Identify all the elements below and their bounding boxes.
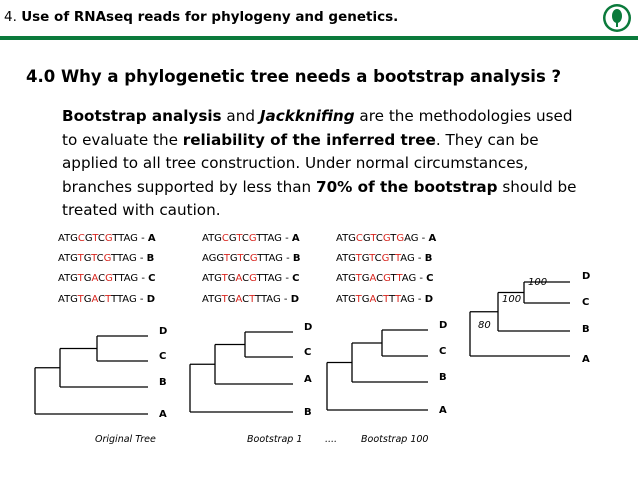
- sequence-segment: ATG: [58, 273, 78, 284]
- sequence-segment: ATG: [202, 233, 222, 244]
- sequence-segment: T: [355, 273, 362, 284]
- tree-leaf-label: B: [159, 377, 167, 388]
- sequence-segment: T: [390, 233, 397, 244]
- sequence-segment: T: [370, 233, 376, 244]
- consensus-leaf-label: C: [582, 297, 590, 308]
- sequence-taxon-label: A: [291, 233, 300, 244]
- sequence-segment: T: [394, 294, 401, 305]
- tree-leaf-label: A: [439, 405, 447, 416]
- caption-bootstrap-1: Bootstrap 1: [247, 434, 303, 445]
- sequence-segment: C: [221, 233, 229, 244]
- sequence-segment: T: [255, 294, 261, 305]
- sequence-segment: C: [96, 253, 104, 264]
- sequence-segment: T: [77, 273, 84, 284]
- sequence-segment: A: [235, 294, 243, 305]
- tree-leaf-label: B: [439, 372, 447, 383]
- sequence-taxon-label: A: [428, 233, 437, 244]
- sequence-segment: TAG -: [116, 294, 147, 305]
- sequence-segment: C: [241, 233, 249, 244]
- sequence-segment: T: [91, 253, 97, 264]
- sequence-segment: AG -: [404, 233, 429, 244]
- caption-original-tree: Original Tree: [95, 434, 156, 445]
- sequence-segment: G: [249, 273, 257, 284]
- para-text: are the methodologies used to evaluate the: [62, 107, 573, 149]
- tree-leaf-label: D: [439, 320, 448, 331]
- sequence-segment: G: [361, 253, 370, 264]
- sequence-segment: G: [104, 233, 113, 244]
- sequence-segment: G: [228, 233, 237, 244]
- sequence-segment: T: [92, 233, 98, 244]
- sequence-segment: TAG -: [118, 233, 148, 244]
- sequence-segment: TAG -: [263, 253, 293, 264]
- sequence-segment: T: [396, 273, 402, 284]
- para-text: should be treated with caution.: [62, 177, 577, 219]
- sequence-segment: T: [249, 294, 256, 305]
- sequence-segment: C: [98, 294, 106, 305]
- sequence-segment: T: [256, 233, 263, 244]
- sequence-segment: ATG: [58, 253, 78, 264]
- term-jackknifing: Jackknifing: [259, 107, 355, 125]
- sequence-segment: TAG -: [118, 273, 149, 284]
- sequence-segment: C: [374, 253, 382, 264]
- term-reliability: reliability of the inferred tree: [182, 130, 436, 149]
- sequence-segment: T: [394, 253, 401, 264]
- tree-leaf-label: A: [304, 374, 312, 385]
- sequence-segment: G: [362, 233, 371, 244]
- sequence-taxon-label: C: [292, 273, 300, 284]
- sequence-segment: G: [248, 233, 257, 244]
- sequence-segment: A: [91, 273, 99, 284]
- tree-leaf-label: A: [159, 409, 167, 420]
- sequence-segment: G: [227, 273, 236, 284]
- sequence-segment: G: [84, 233, 93, 244]
- tree-leaf-label: D: [159, 326, 168, 337]
- sequence-segment: A: [91, 294, 99, 305]
- bootstrap-support-value: 100: [502, 294, 522, 305]
- sequence-segment: G: [227, 294, 236, 305]
- sequence-segment: T: [77, 294, 84, 305]
- sequence-segment: AG -: [400, 294, 425, 305]
- sequence-segment: T: [383, 294, 390, 305]
- sequence-segment: ATG: [58, 233, 78, 244]
- sequence-segment: T: [256, 273, 263, 284]
- tree-leaf-label: C: [439, 346, 447, 357]
- sequence-segment: TAG -: [262, 273, 293, 284]
- sequence-taxon-label: D: [290, 294, 299, 305]
- sequence-taxon-label: A: [147, 233, 156, 244]
- sequence-segment: AGG: [202, 253, 224, 264]
- sequence-segment: T: [221, 273, 228, 284]
- sequence-segment: G: [105, 273, 113, 284]
- sequence-segment: T: [105, 294, 112, 305]
- sequence-segment: C: [376, 294, 384, 305]
- term-70-percent: 70% of the bootstrap: [316, 177, 498, 196]
- sequence-segment: G: [83, 273, 92, 284]
- para-text: and: [221, 107, 260, 125]
- consensus-leaf-label: A: [582, 354, 590, 365]
- sequence-segment: G: [361, 294, 370, 305]
- sequence-segment: A: [235, 273, 243, 284]
- sequence-segment: G: [229, 253, 238, 264]
- sequence-segment: T: [77, 253, 84, 264]
- sequence-segment: C: [98, 273, 106, 284]
- sequence-taxon-label: C: [148, 273, 156, 284]
- sequence-segment: T: [355, 294, 362, 305]
- sequence-segment: T: [369, 253, 375, 264]
- sequence-segment: G: [83, 253, 92, 264]
- sequence-segment: C: [376, 273, 384, 284]
- sequence-segment: C: [355, 233, 363, 244]
- sequence-segment: G: [83, 294, 92, 305]
- consensus-leaf-label: B: [582, 324, 590, 335]
- sequence-segment: T: [389, 253, 395, 264]
- term-bootstrap: Bootstrap analysis: [62, 107, 222, 125]
- sequence-segment: G: [381, 253, 390, 264]
- slide-title-text: Use of RNAseq reads for phylogeny and genetics.: [21, 9, 399, 25]
- tree-leaf-label: B: [304, 407, 312, 418]
- sequence-segment: T: [112, 233, 119, 244]
- sequence-segment: ATG: [336, 253, 356, 264]
- sequence-segment: G: [103, 253, 112, 264]
- consensus-leaf-label: D: [582, 271, 591, 282]
- section-heading: 4.0 Why a phylogenetic tree needs a bootstrap analysis ?: [26, 67, 562, 86]
- sequence-segment: T: [390, 273, 397, 284]
- tree-leaf-label: C: [304, 347, 312, 358]
- sequence-segment: C: [242, 294, 250, 305]
- sequence-segment: ATG: [336, 273, 356, 284]
- bootstrap-support-value: 100: [528, 277, 548, 288]
- bootstrap-support-value: 80: [478, 320, 491, 331]
- caption-bootstrap-100: Bootstrap 100: [361, 434, 429, 445]
- sequence-segment: TAG -: [260, 294, 291, 305]
- sequence-segment: TAG -: [262, 233, 292, 244]
- sequence-segment: T: [257, 253, 264, 264]
- sequence-segment: T: [112, 273, 119, 284]
- sequence-segment: G: [361, 273, 370, 284]
- sequence-segment: G: [249, 253, 258, 264]
- sequence-segment: A: [369, 273, 377, 284]
- sequence-taxon-label: B: [292, 253, 301, 264]
- sequence-segment: T: [237, 253, 243, 264]
- sequence-segment: C: [242, 253, 250, 264]
- sequence-segment: AG -: [401, 273, 427, 284]
- sequence-segment: ATG: [336, 294, 356, 305]
- para-text: . They can be applied to all tree construction. Under normal circumstances, branches supported by less than: [62, 130, 539, 196]
- tree-leaf-label: D: [304, 322, 313, 333]
- sequence-segment: T: [389, 294, 395, 305]
- sequence-segment: AG -: [400, 253, 425, 264]
- sequence-segment: C: [375, 233, 383, 244]
- sequence-segment: G: [396, 233, 405, 244]
- caption-ellipsis: ....: [325, 434, 338, 445]
- sequence-taxon-label: D: [146, 294, 155, 305]
- sequence-segment: C: [77, 233, 85, 244]
- sequence-segment: ATG: [202, 294, 222, 305]
- sequence-segment: T: [111, 253, 117, 264]
- sequence-taxon-label: D: [424, 294, 434, 305]
- sequence-segment: C: [242, 273, 250, 284]
- sequence-segment: C: [97, 233, 105, 244]
- sequence-segment: T: [355, 253, 362, 264]
- sequence-taxon-label: C: [426, 273, 434, 284]
- sequence-taxon-label: B: [146, 253, 155, 264]
- sequence-segment: T: [236, 233, 242, 244]
- slide-number: 4.: [4, 9, 17, 25]
- sequence-segment: ATG: [336, 233, 356, 244]
- sequence-taxon-label: B: [424, 253, 433, 264]
- sequence-segment: G: [383, 273, 391, 284]
- sequence-segment: ATG: [58, 294, 78, 305]
- sequence-segment: ATG: [202, 273, 222, 284]
- sequence-segment: G: [382, 233, 391, 244]
- sequence-segment: A: [369, 294, 377, 305]
- tree-leaf-label: C: [159, 351, 167, 362]
- sequence-segment: TAG -: [116, 253, 147, 264]
- sequence-segment: T: [223, 253, 230, 264]
- sequence-segment: T: [111, 294, 117, 305]
- sequence-segment: T: [221, 294, 228, 305]
